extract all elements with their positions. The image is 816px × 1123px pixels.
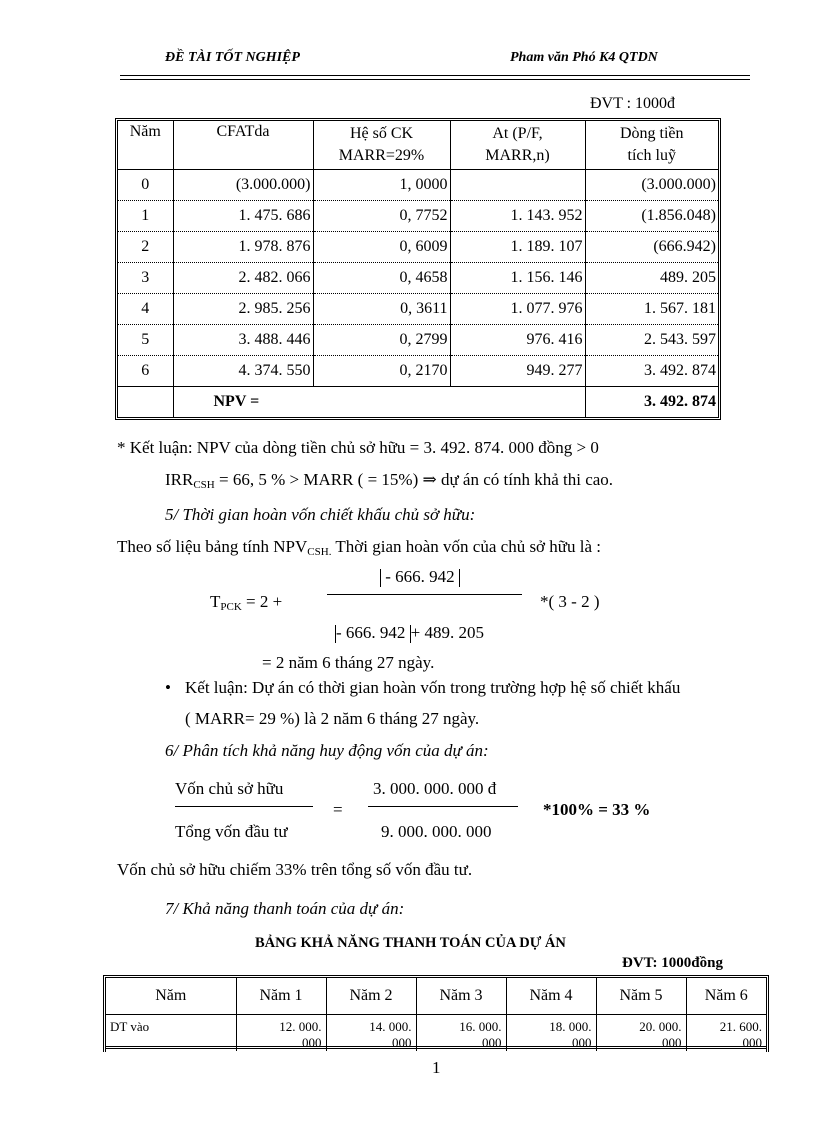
section5-bullet-line2: ( MARR= 29 %) là 2 năm 6 tháng 27 ngày. xyxy=(185,709,480,728)
cell-year: 2 xyxy=(118,232,173,263)
ratio-numerator-label: Vốn chủ sở hữu xyxy=(175,779,284,798)
cell-cumulative: (1.856.048) xyxy=(585,201,718,232)
npv-value: 3. 492. 874 xyxy=(585,387,718,418)
col-header-year-6: Năm 6 xyxy=(686,978,766,1015)
cell-revenue: 18. 000. 000 xyxy=(506,1015,596,1052)
table-header-row xyxy=(118,121,718,170)
col-header-at: At (P/F, MARR,n) xyxy=(450,121,585,170)
cell-revenue: 21. 600. 000 xyxy=(719,1019,762,1050)
npv-label: NPV = xyxy=(173,387,585,418)
cell-at: 949. 277 xyxy=(450,356,585,387)
header-rule-thin xyxy=(120,79,750,80)
table-header-row xyxy=(106,978,766,1015)
table-row xyxy=(118,232,718,263)
col-header-cfat: CFATda xyxy=(173,121,313,170)
cell-discount: 0, 2799 xyxy=(313,325,450,356)
cell-discount: 1, 0000 xyxy=(313,170,450,201)
section5-bullet-line1: Kết luận: Dự án có thời gian hoàn vốn trong trường hợp hệ số chiết khấu xyxy=(185,678,681,697)
col-header-year-2: Năm 2 xyxy=(326,978,416,1015)
table-row xyxy=(118,325,718,356)
npv-empty-cell xyxy=(118,387,173,418)
cell-cumulative: (666.942) xyxy=(585,232,718,263)
section5-title: 5/ Thời gian hoàn vốn chiết khấu chủ sở hữu: xyxy=(165,505,476,524)
table2-title: BẢNG KHẢ NĂNG THANH TOÁN CỦA DỰ ÁN xyxy=(255,935,566,951)
cell-year: 4 xyxy=(118,294,173,325)
cell-cumulative: 1. 567. 181 xyxy=(585,294,718,325)
col-header-year-5: Năm 5 xyxy=(596,978,686,1015)
col-header-year-3: Năm 3 xyxy=(416,978,506,1015)
header-title: ĐỀ TÀI TỐT NGHIỆP xyxy=(165,50,300,65)
cell-revenue: 16. 000. 000 xyxy=(416,1015,506,1052)
col-header-year: Năm xyxy=(118,121,173,170)
cell-revenue: 12. 000. 000 xyxy=(236,1015,326,1052)
tpck-label: $T_{PCK} = 2$ + xyxy=(210,592,283,613)
page-number: 1 xyxy=(432,1058,441,1077)
col-header-cumulative: Dòng tiền tích luỹ xyxy=(585,121,718,170)
cell-year: 3 xyxy=(118,263,173,294)
cell-year: 1 xyxy=(118,201,173,232)
cell-cfat: 3. 488. 446 xyxy=(173,325,313,356)
ratio-numerator-value: 3. 000. 000. 000 đ xyxy=(373,779,497,798)
table1-unit: ĐVT : 1000đ xyxy=(590,95,676,112)
cell-cfat: (3.000.000) xyxy=(173,170,313,201)
tpck-denominator: - 666. 942 + 489. 205 xyxy=(336,623,485,642)
header-rule xyxy=(120,75,750,76)
cell-cfat: 4. 374. 550 xyxy=(173,356,313,387)
cell-year: 5 xyxy=(118,325,173,356)
col-header-year-4: Năm 4 xyxy=(506,978,596,1015)
table-row xyxy=(118,294,718,325)
fraction-line xyxy=(327,594,522,595)
ratio-line-left xyxy=(175,806,313,807)
cell-revenue: 14. 000. 000 xyxy=(326,1015,416,1052)
conclusion-npv: * Kết luận: NPV của dòng tiền chủ sở hữu = 3. 492. 874. 000 đồng > 0 xyxy=(117,438,599,457)
table-row xyxy=(118,201,718,232)
table-row xyxy=(118,170,718,201)
cell-at: 1. 156. 146 xyxy=(450,263,585,294)
section7-title: 7/ Khả năng thanh toán của dự án: xyxy=(165,899,405,918)
cell-discount: 0, 4658 xyxy=(313,263,450,294)
ratio-denominator-value: 9. 000. 000. 000 xyxy=(381,822,492,841)
cell-revenue: 20. 000. 000 xyxy=(596,1015,686,1052)
cell-year: 6 xyxy=(118,356,173,387)
col-header-year-1: Năm 1 xyxy=(236,978,326,1015)
cell-cfat: 2. 985. 256 xyxy=(173,294,313,325)
tpck-multiplier: *( 3 - 2 ) xyxy=(540,592,600,611)
cell-discount: 0, 3611 xyxy=(313,294,450,325)
cell-cfat: 1. 978. 876 xyxy=(173,232,313,263)
cell-year: 0 xyxy=(118,170,173,201)
header-author: Pham văn Phó K4 QTDN xyxy=(510,50,658,65)
npv-row xyxy=(118,387,718,418)
section5-intro: Theo số liệu bảng tính $NPV_{CSH.}$ Thời gian hoàn vốn của chủ sở hữu là : xyxy=(117,537,602,558)
tpck-result: = 2 năm 6 tháng 27 ngày. xyxy=(262,653,435,672)
section6-title: 6/ Phân tích khả năng huy động vốn của dự án: xyxy=(165,741,489,760)
cell-at: 976. 416 xyxy=(450,325,585,356)
cell-discount: 0, 6009 xyxy=(313,232,450,263)
cell-cfat: 2. 482. 066 xyxy=(173,263,313,294)
cell-cumulative: (3.000.000) xyxy=(585,170,718,201)
cell-at xyxy=(450,170,585,201)
ratio-line-right xyxy=(368,806,518,807)
cell-at: 1. 077. 976 xyxy=(450,294,585,325)
table-row xyxy=(118,263,718,294)
table2-bottom-rule xyxy=(106,1046,766,1049)
row-label-revenue: DT vào xyxy=(106,1015,236,1052)
cell-discount: 0, 7752 xyxy=(313,201,450,232)
section6-summary: Vốn chủ sở hữu chiếm 33% trên tổng số vốn đầu tư. xyxy=(117,860,473,879)
cell-cumulative: 489. 205 xyxy=(585,263,718,294)
col-header-year: Năm xyxy=(106,978,236,1015)
cell-cumulative: 2. 543. 597 xyxy=(585,325,718,356)
cell-cumulative: 3. 492. 874 xyxy=(585,356,718,387)
cell-at: 1. 189. 107 xyxy=(450,232,585,263)
ratio-denominator-label: Tổng vốn đầu tư xyxy=(175,822,288,841)
table-row xyxy=(118,356,718,387)
bullet-dot: • xyxy=(165,678,171,697)
cell-at: 1. 143. 952 xyxy=(450,201,585,232)
npv-table xyxy=(115,118,721,420)
conclusion-irr: $IRR_{CSH} = 66$, 5 % > MARR ( = 15%) ⇒ dự án có tính khả thi cao. xyxy=(165,470,614,491)
ratio-result: *100% = 33 % xyxy=(543,800,651,819)
cell-discount: 0, 2170 xyxy=(313,356,450,387)
table2-unit: ĐVT: 1000đồng xyxy=(622,955,723,971)
payment-table xyxy=(103,975,769,1052)
tpck-numerator: - 666. 942 xyxy=(380,567,460,587)
ratio-equals: = xyxy=(333,800,343,819)
col-header-discount: Hệ số CK MARR=29% xyxy=(313,121,450,170)
cell-cfat: 1. 475. 686 xyxy=(173,201,313,232)
